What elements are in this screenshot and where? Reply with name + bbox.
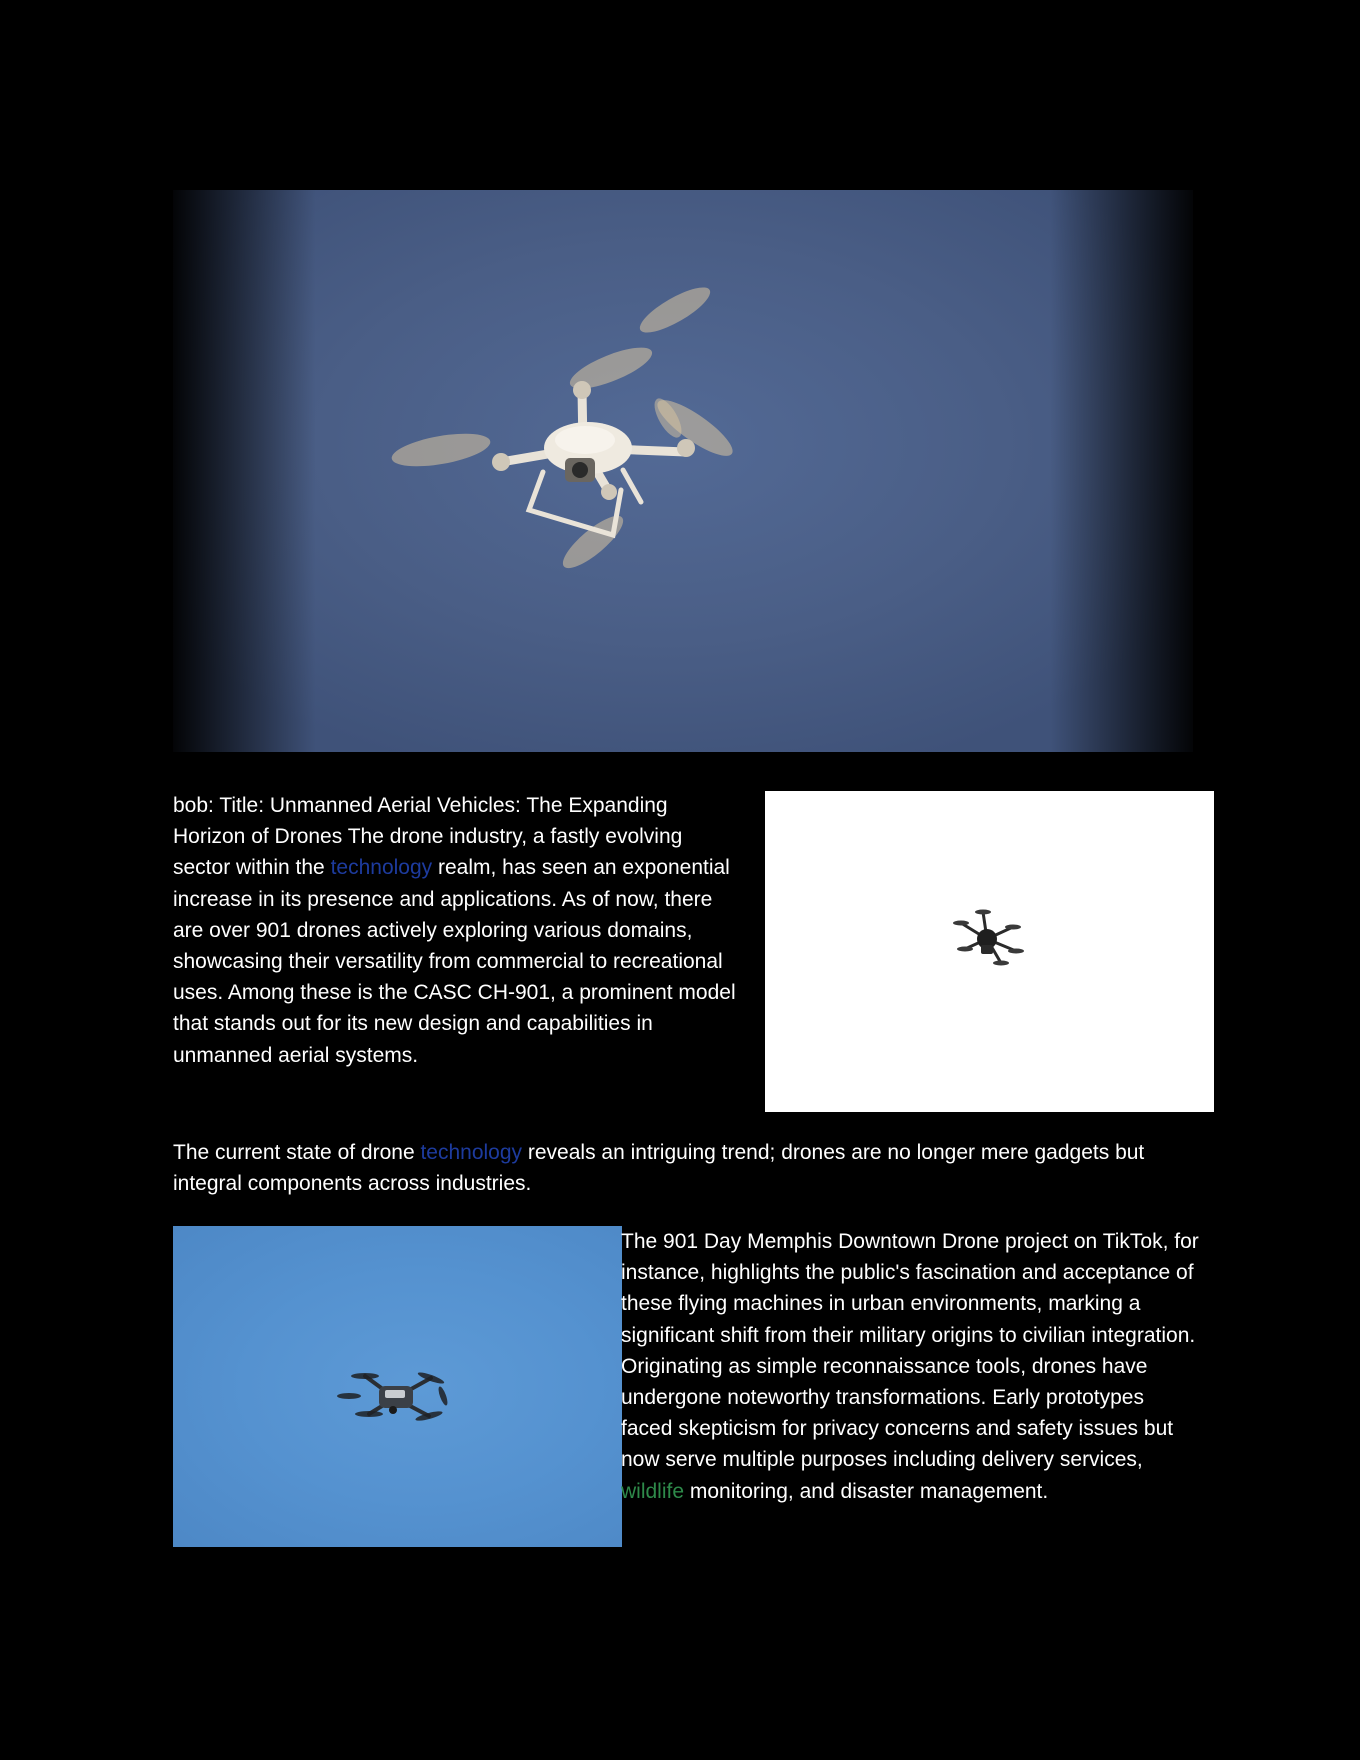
paragraph-text: The current state of drone	[173, 1141, 421, 1164]
article-paragraph-1	[173, 790, 743, 1071]
hero-vignette	[173, 190, 1193, 752]
paragraph-text: The 901 Day Memphis Downtown Drone project on TikTok, for instance, highlights the public's fascination and acceptance of these flying machines in urban environments, marking a significant shift from their military origins to civilian integration. Originating as simple reconnaissance tools, drones have undergone noteworthy transformations. Early prototypes faced skepticism for privacy concerns and safety issues but now serve multiple purposes including delivery services,	[621, 1230, 1199, 1472]
folding-drone-sky-image	[173, 1226, 622, 1547]
article-paragraph-2	[173, 1137, 1193, 1199]
paragraph-text: reveals an intriguing trend; drones are no longer mere gadgets but integral components across industries.	[173, 1141, 1145, 1196]
hero-drone-image	[173, 190, 1193, 752]
paragraph-text: realm, has seen an exponential increase in its presence and applications. As of now, there are over 901 drones actively exploring various domains, showcasing their versatility from commercial to recreational uses. Among these is the CASC CH-901, a prominent model that stands out for its new design and capabilities in unmanned aerial systems.	[173, 856, 736, 1067]
hexacopter-illustration	[765, 791, 1214, 1112]
paragraph-text: monitoring, and disaster management.	[684, 1479, 1049, 1503]
hexacopter-drone-image	[765, 791, 1214, 1112]
article-paragraph-3	[621, 1226, 1201, 1507]
paragraph-text: bob: Title: Unmanned Aerial Vehicles: The Expanding Horizon of Drones The drone industry, a fastly evolving sector within the	[173, 794, 683, 880]
folding-drone-illustration	[173, 1226, 622, 1547]
technology-link[interactable]: technology	[330, 856, 433, 880]
wildlife-link[interactable]: wildlife	[621, 1479, 685, 1503]
technology-link[interactable]: technology	[420, 1141, 523, 1164]
